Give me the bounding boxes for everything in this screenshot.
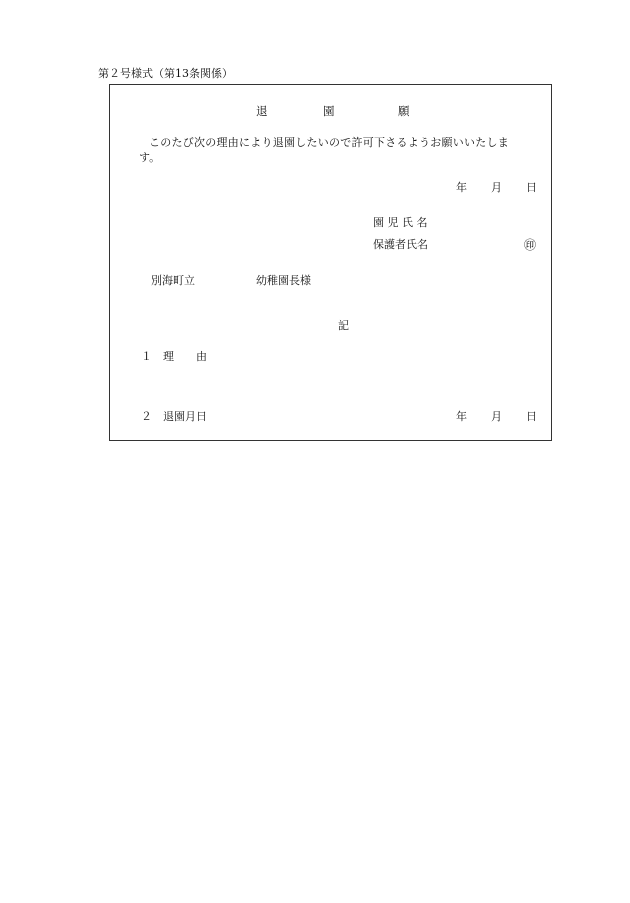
title-char-2: 園 — [323, 104, 335, 118]
form-box — [109, 84, 552, 441]
seal-mark-icon: ㊞ — [524, 238, 537, 252]
title-char-1: 退 — [256, 104, 268, 118]
item2-label: 退園月日 — [163, 410, 207, 423]
item2-number: ２ — [141, 410, 152, 423]
withdrawal-date-year: 年 — [456, 410, 467, 423]
form-number-label: 第２号様式（第13条関係） — [98, 67, 233, 80]
withdrawal-date-month: 月 — [491, 410, 502, 423]
application-date-month: 月 — [491, 181, 502, 194]
ki-heading: 記 — [338, 319, 349, 332]
body-text-line-2: す。 — [139, 151, 161, 164]
addressee-town: 別海町立 — [151, 274, 195, 287]
application-date-year: 年 — [456, 181, 467, 194]
guardian-name-label: 保護者氏名 — [373, 238, 428, 251]
child-name-label: 園 児 氏 名 — [373, 216, 428, 229]
addressee-school: 幼稚園長様 — [256, 274, 311, 287]
application-date-day: 日 — [526, 181, 537, 194]
body-text-line-1: このたび次の理由により退園したいので許可下さるようお願いいたしま — [149, 136, 509, 149]
withdrawal-date-day: 日 — [526, 410, 537, 423]
title-char-3: 願 — [398, 104, 410, 118]
item1-number: １ — [141, 350, 152, 363]
item1-label: 理 由 — [163, 350, 207, 363]
